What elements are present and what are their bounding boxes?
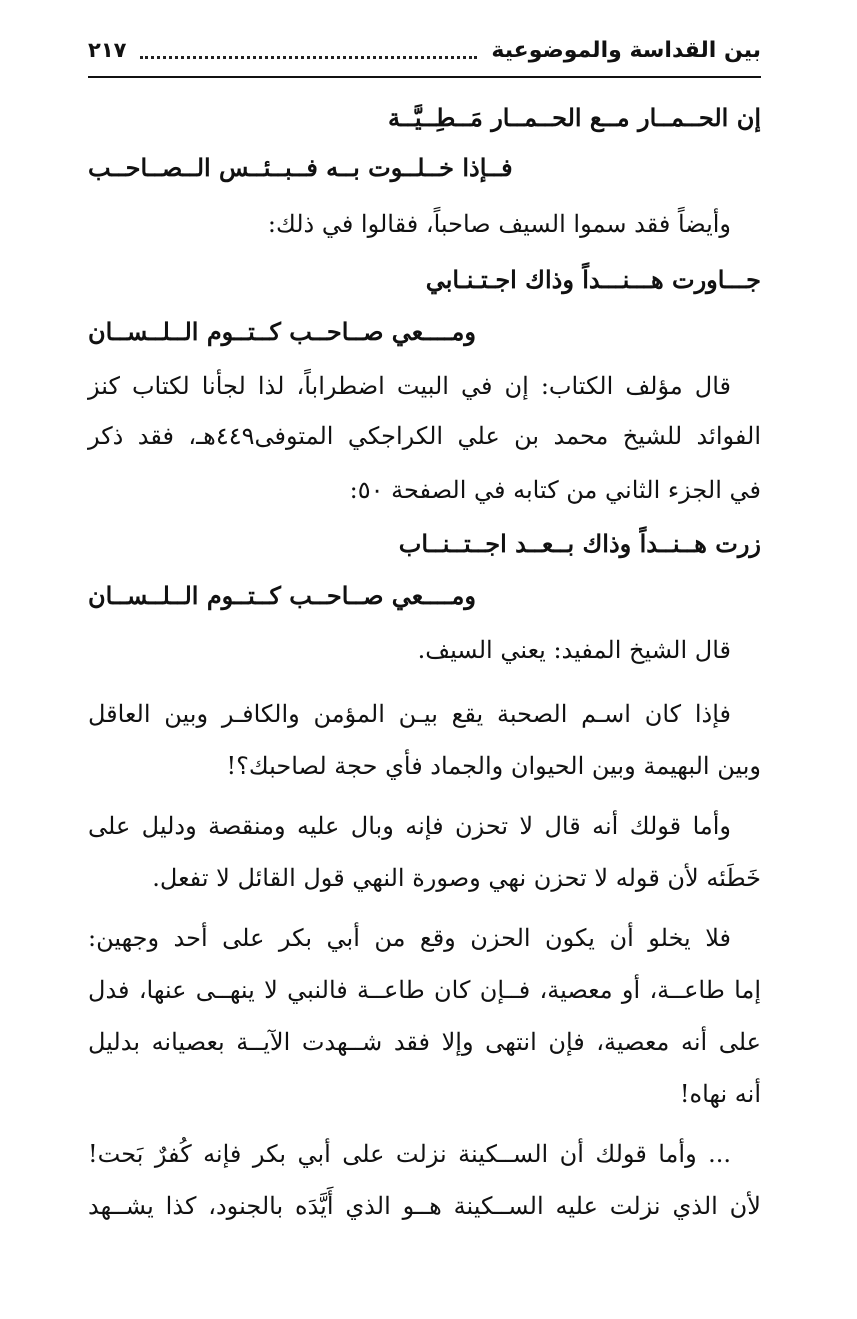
text-line: فلا يخلو أن يكون الحزن وقع من أبي بكر على أحد وجهين:: [88, 924, 731, 952]
text-line: في الجزء الثاني من كتابه في الصفحة ٥٠:: [349, 476, 761, 504]
verse-line: جـــاورت هـــنـــداً وذاك اجـتـنـابي: [425, 265, 761, 294]
text-line: وأما قولك أنه قال لا تحزن فإنه وبال عليه ومنقصة ودليل على: [88, 812, 731, 840]
leader-dots: [140, 54, 477, 59]
verse-line: إن الحــمــار مــع الحــمــار مَــطِــيَّــة: [388, 103, 761, 132]
text-line: خَطَئه لأن قوله لا تحزن نهي وصورة النهي قول القائل لا تفعل.: [152, 864, 761, 892]
text-line: قال الشيخ المفيد: يعني السيف.: [417, 636, 731, 664]
text-line: لأن الذي نزلت عليه الســكينة هــو الذي أَيَّدَه بالجنود، كذا يشــهد: [88, 1192, 761, 1220]
verse-line: ومــــعي صــاحــب كــتــوم الــلــســان: [88, 317, 476, 346]
text-line: أنه نهاه!: [679, 1080, 761, 1108]
running-header: [88, 30, 761, 70]
text-line: إما طاعــة، أو معصية، فــإن كان طاعــة فالنبي لا ينهــى عنها، فدل: [88, 976, 761, 1004]
text-line: وبين البهيمة وبين الحيوان والجماد فأي حجة لصاحبك؟!: [226, 752, 761, 780]
running-title: بين القداسة والموضوعية: [491, 37, 761, 63]
verse-line: زرت هــنــداً وذاك بــعــد اجــتــنــاب: [398, 529, 761, 558]
text-line: الفوائد للشيخ محمد بن علي الكراجكي المتوفى٤٤٩هـ، فقد ذكر: [88, 422, 762, 450]
page-number: ٢١٧: [88, 38, 127, 62]
verse-line: فــإذا خــلــوت بــه فــبــئــس الــصــاحــب: [88, 153, 513, 182]
text-line: قال مؤلف الكتاب: إن في البيت اضطراباً، لذا لجأنا لكتاب كنز: [88, 372, 731, 400]
text-line: على أنه معصية، فإن انتهى وإلا فقد شــهدت الآيــة بعصيانه بدليل: [88, 1028, 761, 1056]
text-line: ... وأما قولك أن الســكينة نزلت على أبي بكر فإنه كُفرٌ بَحت!: [88, 1140, 731, 1168]
text-line: وأيضاً فقد سموا السيف صاحباً، فقالوا في ذلك:: [267, 210, 731, 238]
header-rule: [88, 76, 761, 78]
text-line: فإذا كان اسـم الصحبة يقع بيـن المؤمن والكافـر وبين العاقل: [88, 700, 731, 728]
verse-line: ومــــعي صــاحــب كــتــوم الــلــســان: [88, 581, 476, 610]
